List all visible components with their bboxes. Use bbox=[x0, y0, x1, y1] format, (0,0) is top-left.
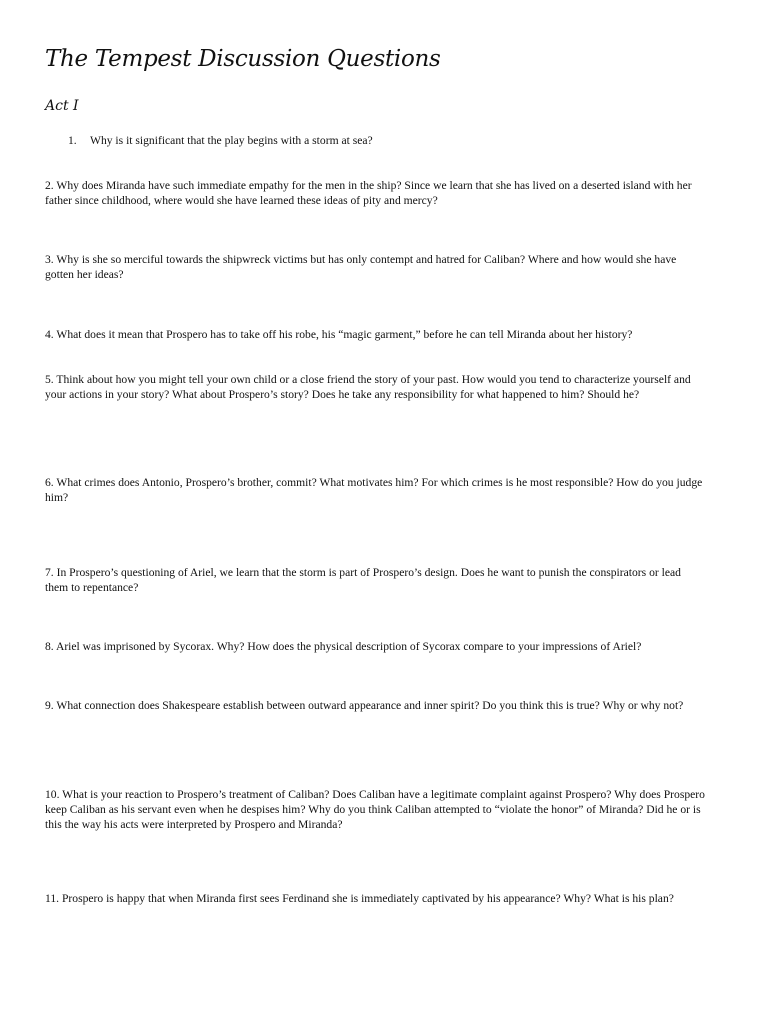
question-6: 6. What crimes does Antonio, Prospero’s brother, commit? What motivates him? For which crimes is he most responsible? How do you judge him? bbox=[45, 476, 703, 504]
question-8: 8. Ariel was imprisoned by Sycorax. Why? How does the physical description of Sycorax compare to your impressions of Ariel? bbox=[45, 640, 642, 653]
question-10: 10. What is your reaction to Prospero’s treatment of Caliban? Does Caliban have a legitimate complaint against Prospero? Why does Prospero keep Caliban as his servant even when he despises him? Why do you think Caliban attempted to “violate the honor” of Miranda? Did he or is this the way his acts were interpreted by Prospero and Miranda? bbox=[45, 788, 705, 831]
question-number: 1. bbox=[68, 134, 77, 147]
question-11: 11. Prospero is happy that when Miranda first sees Ferdinand she is immediately captivated by his appearance? Why? What is his plan? bbox=[45, 892, 674, 905]
question-2: 2. Why does Miranda have such immediate empathy for the men in the ship? Since we learn that she has lived on a deserted island with her father since childhood, where would she have learned these ideas of pity and mercy? bbox=[45, 179, 692, 207]
question-7: 7. In Prospero’s questioning of Ariel, we learn that the storm is part of Prospero’s design. Does he want to punish the conspirators or lead them to repentance? bbox=[45, 566, 681, 594]
question-4: 4. What does it mean that Prospero has to take off his robe, his “magic garment,” before he can tell Miranda about her history? bbox=[45, 328, 633, 341]
document-title: The Tempest Discussion Questions bbox=[45, 46, 441, 72]
section-heading: Act I bbox=[45, 98, 79, 114]
question-3: 3. Why is she so merciful towards the shipwreck victims but has only contempt and hatred for Caliban? Where and how would she have gotten her ideas? bbox=[45, 253, 677, 281]
question-9: 9. What connection does Shakespeare establish between outward appearance and inner spirit? Do you think this is true? Why or why not? bbox=[45, 699, 684, 712]
question-5: 5. Think about how you might tell your own child or a close friend the story of your past. How would you tend to characterize yourself and your actions in your story? What about Prospero’s story? Does he take any responsibility for what happened to him? Should he? bbox=[45, 373, 691, 401]
question-1 bbox=[68, 133, 728, 148]
question-text: Why is it significant that the play begins with a storm at sea? bbox=[90, 134, 373, 147]
